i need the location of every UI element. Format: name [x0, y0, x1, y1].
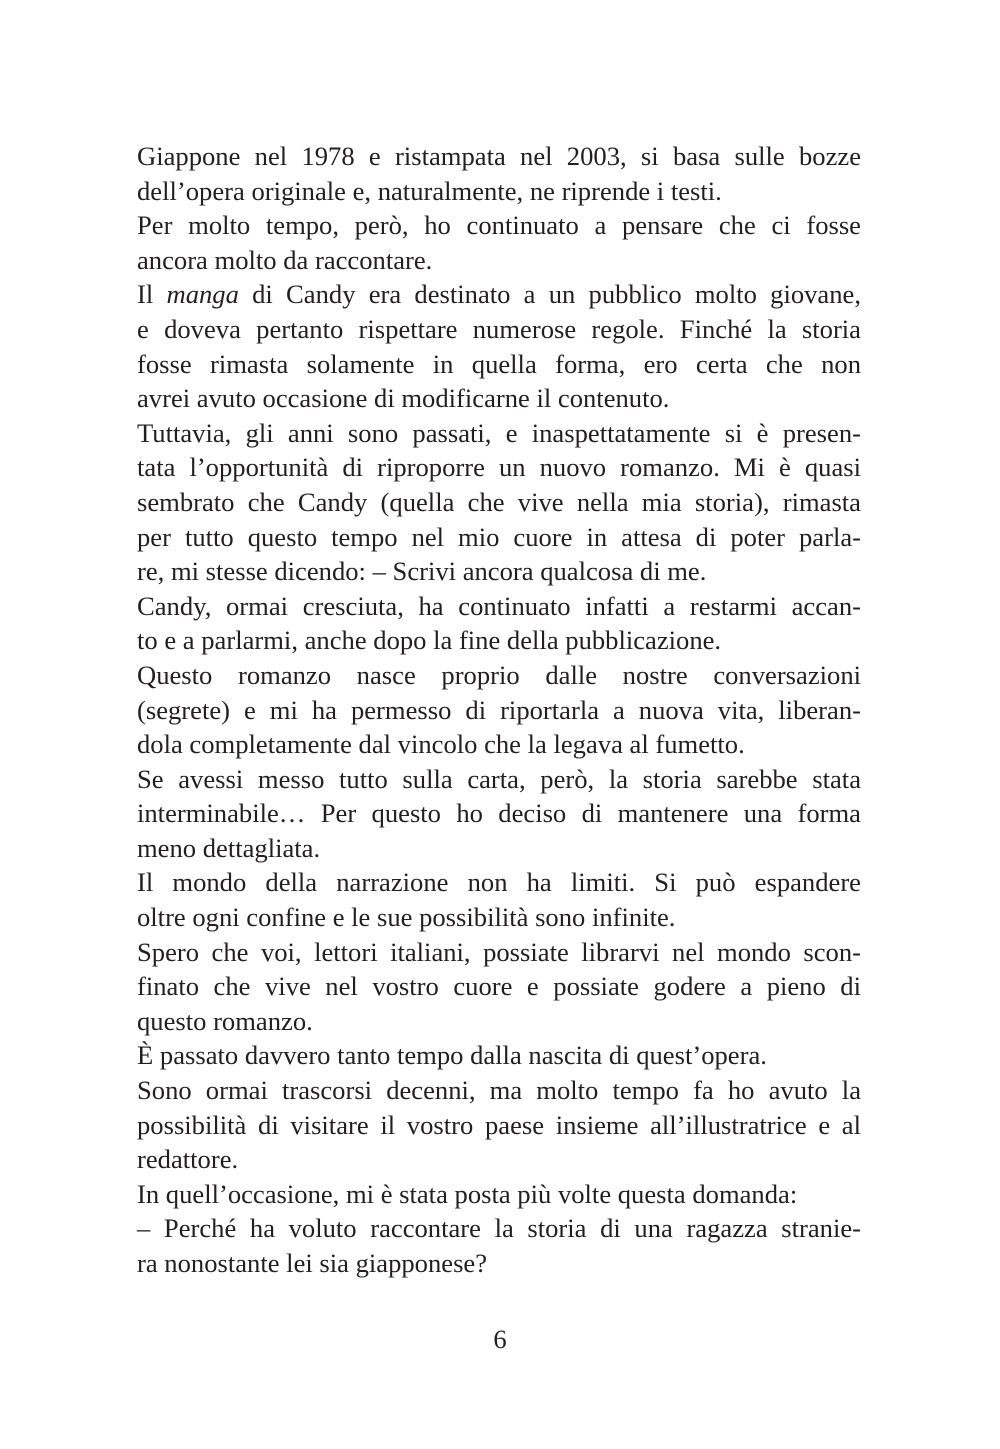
text-line: tata l’opportunità di riproporre un nuovo romanzo. Mi è quasi	[137, 452, 861, 483]
text-line: Questo romanzo nasce proprio dalle nostre conversazioni	[137, 659, 861, 690]
text-line	[137, 277, 861, 312]
text-line: (segrete) e mi ha permesso di riportarla a nuova vita, liberan-	[137, 694, 861, 725]
text-line: questo romanzo.	[137, 1005, 313, 1036]
text-line: Per molto tempo, però, ho continuato a pensare che ci fosse	[137, 210, 861, 241]
text-line: Tuttavia, gli anni sono passati, e inaspettatamente si è presen-	[137, 417, 861, 448]
text-line: Candy, ormai cresciuta, ha continuato infatti a restarmi accan-	[137, 590, 861, 621]
body-text	[137, 139, 861, 1281]
text-fragment: di Candy era destinato a un pubblico molto giovane,	[238, 279, 861, 310]
text-line: dola completamente dal vincolo che la legava al fumetto.	[137, 729, 745, 760]
text-line: sembrato che Candy (quella che vive nella mia storia), rimasta	[137, 486, 861, 517]
text-line: ancora molto da raccontare.	[137, 244, 433, 275]
text-line: avrei avuto occasione di modificarne il contenuto.	[137, 383, 670, 414]
text-line: interminabile… Per questo ho deciso di mantenere una forma	[137, 798, 861, 829]
text-line: Spero che voi, lettori italiani, possiate librarvi nel mondo scon-	[137, 936, 861, 967]
text-line: fosse rimasta solamente in quella forma, ero certa che non	[137, 348, 861, 379]
italic-word: manga	[166, 279, 239, 310]
text-line: È passato davvero tanto tempo dalla nascita di quest’opera.	[137, 1040, 767, 1071]
text-line: ra nonostante lei sia giapponese?	[137, 1248, 488, 1278]
text-line: possibilità di visitare il vostro paese insieme all’illustratrice e al	[137, 1109, 861, 1140]
text-line: finato che vive nel vostro cuore e possiate godere a pieno di	[137, 971, 861, 1002]
text-line: – Perché ha voluto raccontare la storia di una ragazza stranie-	[137, 1213, 861, 1244]
text-line: meno dettagliata.	[137, 832, 321, 863]
text-line: e doveva pertanto rispettare numerose regole. Finché la storia	[137, 313, 861, 344]
text-line: per tutto questo tempo nel mio cuore in attesa di poter parla-	[137, 521, 861, 552]
text-line: In quell’occasione, mi è stata posta più volte questa domanda:	[137, 1178, 798, 1209]
text-line: dell’opera originale e, naturalmente, ne riprende i testi.	[137, 175, 722, 206]
text-line: Se avessi messo tutto sulla carta, però, la storia sarebbe stata	[137, 763, 861, 794]
text-line: Giappone nel 1978 e ristampata nel 2003, si basa sulle bozze	[137, 141, 861, 171]
text-line: Sono ormai trascorsi decenni, ma molto tempo fa ho avuto la	[137, 1075, 861, 1106]
text-line: re, mi stesse dicendo: – Scrivi ancora qualcosa di me.	[137, 556, 707, 587]
text-line: redattore.	[137, 1144, 239, 1175]
text-line: Il mondo della narrazione non ha limiti. Si può espandere	[137, 867, 861, 898]
text-line: oltre ogni confine e le sue possibilità sono infinite.	[137, 902, 676, 933]
text-fragment: Il	[137, 279, 167, 310]
page-number: 6	[493, 1324, 507, 1354]
text-line: to e a parlarmi, anche dopo la fine della pubblicazione.	[137, 625, 722, 656]
